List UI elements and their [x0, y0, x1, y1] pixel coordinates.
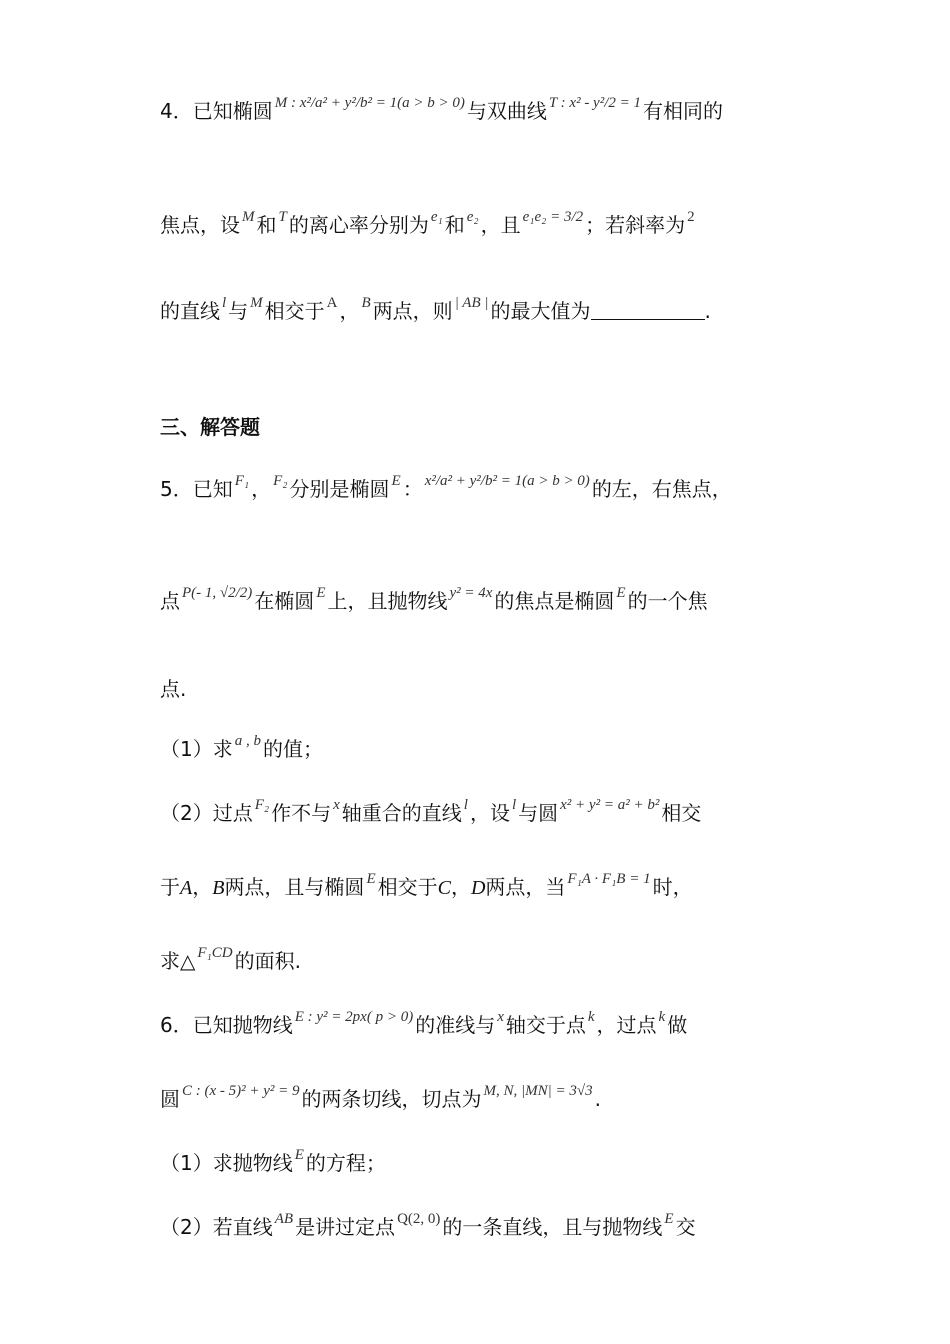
text: 两点，当: [485, 875, 566, 899]
text: 6．已知抛物线: [160, 1013, 293, 1037]
math-parabola: E : y² = 2px( p > 0): [294, 1009, 414, 1025]
math: e₁: [430, 209, 443, 225]
q6-line-2: [160, 1084, 800, 1117]
text: 两点，则: [372, 299, 453, 323]
text: （1）求: [160, 737, 233, 761]
text: 5．已知: [160, 477, 233, 501]
q6-part-1: [160, 1148, 800, 1181]
text: （1）求抛物线: [160, 1151, 293, 1175]
q5-part-1: [160, 734, 800, 767]
math: E: [366, 871, 376, 887]
math-inline: C: [437, 877, 451, 899]
math: M, N, |MN| = 3√3: [483, 1083, 593, 1099]
math: x: [497, 1009, 504, 1025]
q5-line-3: [160, 674, 800, 704]
text: ，: [192, 875, 213, 899]
q5-part-2-line-3: [160, 946, 800, 979]
text: 相交于: [264, 299, 325, 323]
text: 是讲过定点: [295, 1215, 396, 1239]
text: 分别是椭圆: [289, 477, 390, 501]
math: E: [316, 585, 326, 601]
text: 两点，且与椭圆: [224, 875, 365, 899]
math: l: [222, 295, 227, 311]
text: 焦点，设: [160, 213, 240, 237]
math-parabola: y² = 4x: [449, 585, 493, 601]
text: 于: [160, 875, 180, 899]
text: 和: [444, 213, 465, 237]
text: 的方程；: [305, 1151, 386, 1175]
math: T: [278, 209, 287, 225]
math: B: [361, 295, 371, 311]
math-dot-product: F₁A · F₁B = 1: [567, 871, 651, 887]
text: 相交于: [377, 875, 438, 899]
text: ，: [251, 477, 272, 501]
text: 的准线与: [415, 1013, 496, 1037]
math: x: [333, 797, 340, 813]
text: ，设: [469, 801, 510, 825]
q6-line-1: [160, 1010, 800, 1043]
text: 与: [228, 299, 249, 323]
math: k: [587, 1009, 595, 1025]
text: 与圆: [518, 801, 559, 825]
math-ellipse-e: x²/a² + y²/b² = 1(a > b > 0): [424, 473, 590, 489]
answer-blank: [591, 301, 705, 320]
q4-line-1: [160, 96, 800, 129]
math-circle: x² + y² = a² + b²: [560, 797, 660, 813]
q5-part-2-line-2: [160, 872, 800, 905]
text: 轴重合的直线: [341, 801, 462, 825]
math: e₁e₂ = 3/2: [522, 209, 584, 225]
math: E: [294, 1147, 304, 1163]
math: k: [658, 1009, 666, 1025]
math-point-q: Q(2, 0): [397, 1211, 441, 1227]
text: ，且: [480, 213, 521, 237]
text: ：: [402, 477, 423, 501]
math: M: [250, 295, 263, 311]
text: 的最大值为: [490, 299, 591, 323]
text: 做: [667, 1013, 688, 1037]
text: 有相同的: [643, 99, 724, 123]
text: 轴交于点: [505, 1013, 586, 1037]
text: 的一条直线，且与抛物线: [442, 1215, 663, 1239]
text: 的两条切线，切点为: [301, 1087, 482, 1111]
q4-line-3: [160, 296, 800, 329]
math-hyperbola-t: T : x² - y²/2 = 1: [548, 95, 642, 111]
q5-part-2: [160, 798, 800, 831]
math: AB: [274, 1211, 294, 1227]
math: 2: [687, 209, 695, 225]
text: 时，: [652, 875, 693, 899]
text: 上，且抛物线: [327, 589, 448, 613]
q6-part-2: [160, 1212, 800, 1245]
text: 作不与: [271, 801, 332, 825]
math: | AB |: [454, 295, 489, 311]
text: 的焦点是椭圆: [494, 589, 615, 613]
math: E: [664, 1211, 674, 1227]
text: （2）若直线: [160, 1215, 273, 1239]
text: 的左，右焦点，: [591, 477, 732, 501]
math: l: [511, 797, 517, 813]
q4-line-2: [160, 210, 800, 243]
math: F₂: [254, 797, 270, 813]
text: ；若斜率为: [585, 213, 686, 237]
math-point-p: P(- 1, √2/2): [182, 585, 253, 601]
text: 在椭圆: [254, 589, 315, 613]
math: E: [391, 473, 401, 489]
text: 的面积.: [234, 949, 301, 973]
text: 的值；: [262, 737, 323, 761]
math-inline: A: [180, 877, 193, 899]
text: 和: [256, 213, 277, 237]
math: A: [326, 295, 338, 311]
text: 的一个焦: [627, 589, 708, 613]
text: 点.: [160, 677, 187, 701]
math: l: [463, 797, 468, 813]
math: F₂: [273, 473, 288, 489]
math: F₁: [234, 473, 250, 489]
text: 相交: [661, 801, 702, 825]
text: 与双曲线: [466, 99, 547, 123]
text: 点: [160, 589, 180, 613]
math: E: [616, 585, 626, 601]
text: .: [704, 299, 711, 323]
q5-line-1: [160, 474, 800, 507]
math-ellipse-m: M : x²/a² + y²/b² = 1(a > b > 0): [274, 95, 465, 111]
section-title: 三、解答题: [160, 415, 260, 439]
math-circle-c: C : (x - 5)² + y² = 9: [182, 1083, 300, 1099]
text: .: [594, 1087, 602, 1111]
math-triangle: F₁CD: [197, 945, 233, 961]
text: ，: [339, 299, 360, 323]
math: a , b: [234, 733, 261, 749]
text: 圆: [160, 1087, 180, 1111]
text: 求△: [160, 949, 196, 973]
text: 4．已知椭圆: [160, 99, 273, 123]
q5-line-2: [160, 586, 800, 619]
math-inline: B: [212, 877, 225, 899]
text: ，过点: [596, 1013, 657, 1037]
text: 的离心率分别为: [288, 213, 429, 237]
text: ，: [450, 875, 471, 899]
math: M: [242, 209, 255, 225]
text: （2）过点: [160, 801, 253, 825]
text: 的直线: [160, 299, 220, 323]
math-inline: D: [470, 877, 486, 899]
math: e₂: [466, 209, 479, 225]
text: 交: [675, 1215, 696, 1239]
